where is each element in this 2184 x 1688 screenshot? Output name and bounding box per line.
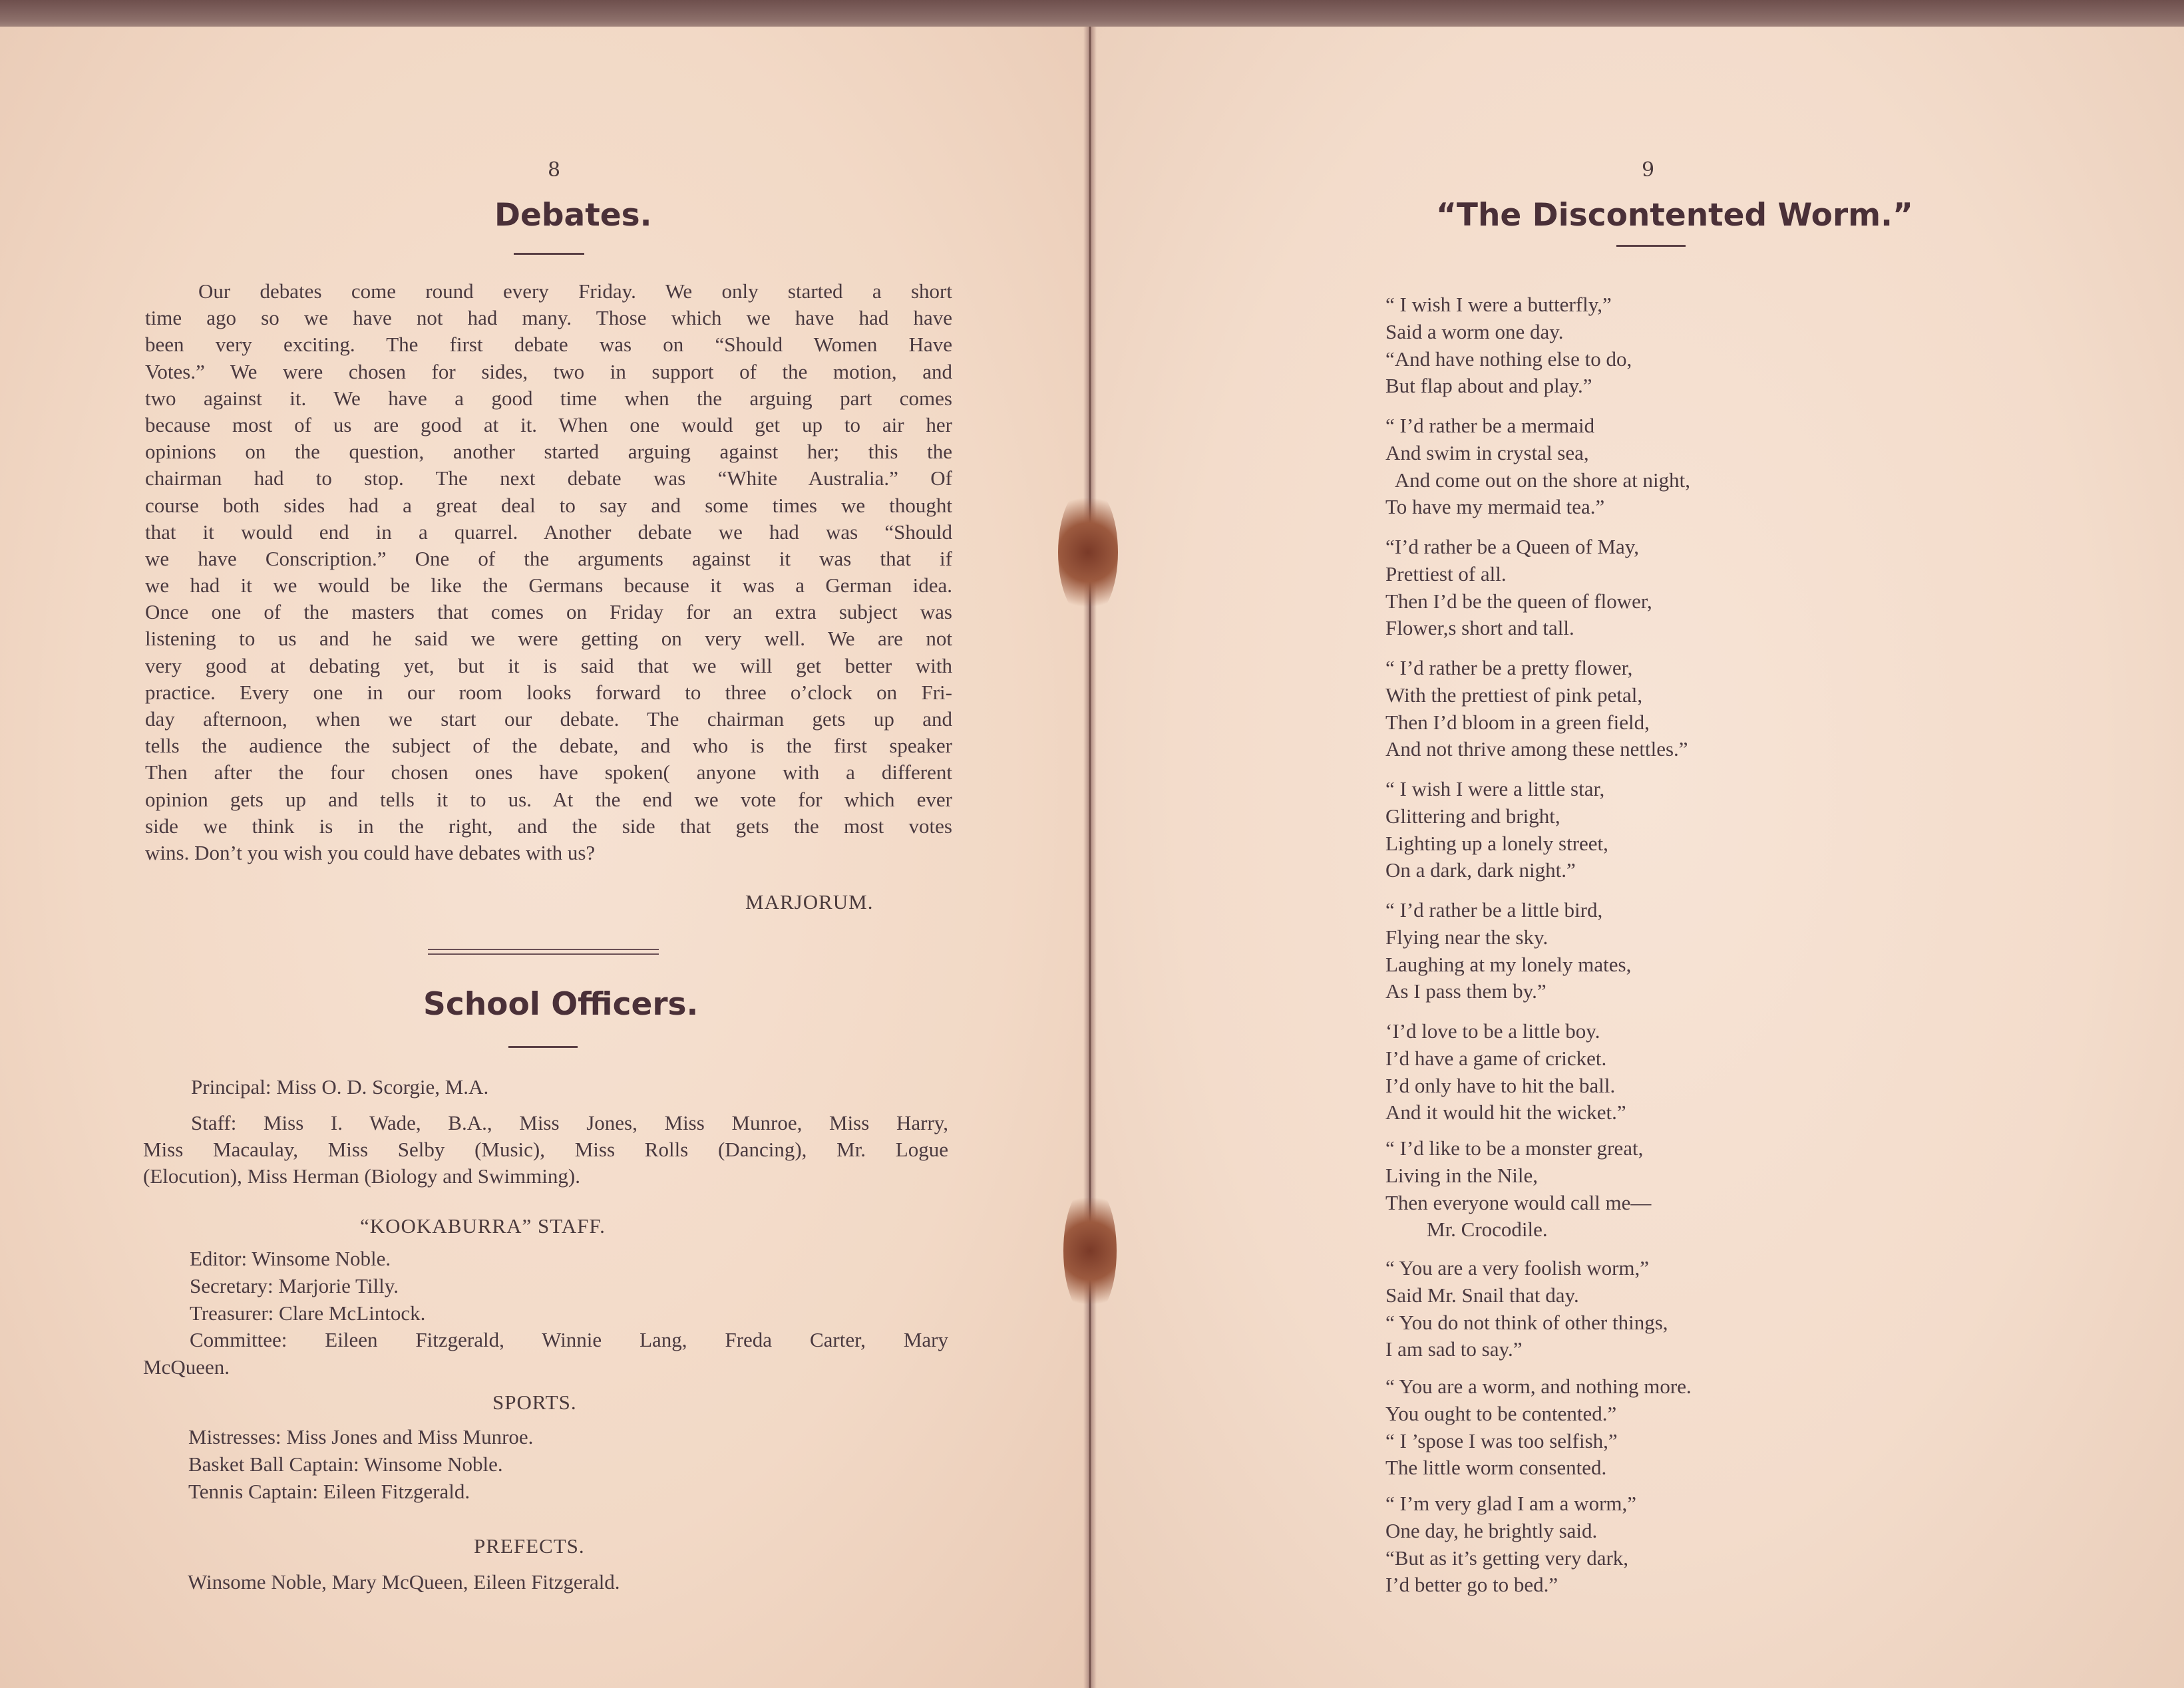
text-line: opinions on the question, another started arguing against her; this the	[145, 440, 952, 464]
left-page	[0, 27, 1095, 1688]
text-line: day afternoon, when we start our debate. The chairman gets up and	[145, 707, 952, 731]
text-line: listening to us and he said we were getting on very well. We are not	[145, 627, 952, 651]
text-line: Staff: Miss I. Wade, B.A., Miss Jones, Miss Munroe, Miss Harry,	[191, 1111, 948, 1134]
poem-line: To have my mermaid tea.”	[1385, 495, 1605, 519]
poem-line: Said a worm one day.	[1385, 319, 1564, 343]
school-officers-title: School Officers.	[423, 986, 699, 1023]
poem-stanza	[1385, 534, 1652, 642]
list-line: Secretary: Marjorie Tilly.	[190, 1273, 399, 1297]
poem-stanza	[1385, 413, 1690, 521]
poem-line: The little worm consented.	[1385, 1456, 1607, 1480]
list-line: Mistresses: Miss Jones and Miss Munroe.	[188, 1425, 534, 1448]
poem-line: I’d have a game of cricket.	[1385, 1046, 1607, 1070]
text-line: wins. Don’t you wish you could have debates with us?	[145, 840, 596, 864]
text-line: Our debates come round every Friday. We only started a short	[198, 279, 952, 303]
title-rule	[514, 253, 584, 255]
list-line: Treasurer: Clare McLintock.	[190, 1301, 426, 1325]
text-line: opinion gets up and tells it to us. At the end we vote for which ever	[145, 787, 952, 811]
poem-stanza	[1385, 897, 1631, 1005]
poem-line: ‘I’d love to be a little boy.	[1385, 1019, 1600, 1043]
sports-list	[188, 1424, 533, 1505]
poem-line: Prettiest of all.	[1385, 562, 1507, 586]
right-page	[1095, 27, 2184, 1688]
section-divider	[428, 949, 659, 955]
poem-line: Mr. Crocodile.	[1385, 1218, 1548, 1242]
text-line: side we think is in the right, and the side that gets the most votes	[145, 814, 952, 838]
text-line: tells the audience the subject of the debate, and who is the first speaker	[145, 734, 952, 758]
text-line: been very exciting. The first debate was on “Should Women Have	[145, 333, 952, 357]
poem-line: “But as it’s getting very dark,	[1385, 1546, 1629, 1570]
text-line: practice. Every one in our room looks forward to three o’clock on Fri-	[145, 680, 952, 704]
text-line: chairman had to stop. The next debate was “White Australia.” Of	[145, 466, 952, 490]
text-line: time ago so we have not had many. Those which we have had have	[145, 306, 952, 330]
poem-line: “ I ’spose I was too selfish,”	[1385, 1429, 1618, 1452]
kookaburra-staff-list	[143, 1246, 948, 1381]
poem-line: I am sad to say.”	[1385, 1337, 1523, 1361]
poem-line: And not thrive among these nettles.”	[1385, 737, 1688, 761]
kookaburra-staff-heading: “KOOKABURRA” STAFF.	[360, 1214, 606, 1238]
text-line: (Elocution), Miss Herman (Biology and Swimming).	[143, 1164, 580, 1188]
poem-line: “I’d rather be a Queen of May,	[1385, 535, 1639, 558]
poem-line: Flying near the sky.	[1385, 925, 1548, 949]
poem-line: Living in the Nile,	[1385, 1163, 1539, 1187]
poem-line: And swim in crystal sea,	[1385, 440, 1589, 464]
poem-title: “The Discontented Worm.”	[1436, 197, 1913, 234]
poem-line: “And have nothing else to do,	[1385, 347, 1632, 371]
poem-line: And it would hit the wicket.”	[1385, 1100, 1626, 1124]
poem-stanza	[1385, 1135, 1651, 1244]
poem-stanza	[1385, 291, 1632, 400]
poem-line: You ought to be contented.”	[1385, 1401, 1617, 1425]
poem-line: “ I’m very glad I am a worm,”	[1385, 1492, 1637, 1515]
poem-line: I’d only have to hit the ball.	[1385, 1073, 1616, 1097]
binding-stain	[1063, 1184, 1117, 1317]
poem-line: Lighting up a lonely street,	[1385, 831, 1608, 855]
text-line: very good at debating yet, but it is said that we will get better with	[145, 653, 952, 677]
poem-line: “ I wish I were a little star,	[1385, 777, 1605, 800]
staff-list	[143, 1110, 948, 1190]
poem-stanza	[1385, 1018, 1626, 1126]
poem-line: Laughing at my lonely mates,	[1385, 952, 1632, 976]
book-spine	[1083, 27, 1097, 1688]
text-line: that it would end in a quarrel. Another debate we had was “Should	[145, 520, 952, 544]
poem-stanza	[1385, 1373, 1692, 1482]
text-line: Votes.” We were chosen for sides, two in support of the motion, and	[145, 359, 952, 383]
principal-line: Principal: Miss O. D. Scorgie, M.A.	[191, 1075, 489, 1098]
text-line: we had it we would be like the Germans because it was a German idea.	[145, 574, 952, 597]
poem-line: “ I’d rather be a little bird,	[1385, 898, 1603, 922]
sports-heading: SPORTS.	[492, 1391, 577, 1414]
poem-line: As I pass them by.”	[1385, 979, 1547, 1003]
poem-stanza	[1385, 776, 1608, 884]
prefects-heading: PREFECTS.	[474, 1534, 585, 1558]
poem-line: I’d better go to bed.”	[1385, 1573, 1558, 1597]
poem-line: Then everyone would call me—	[1385, 1190, 1652, 1214]
list-line: Basket Ball Captain: Winsome Noble.	[188, 1452, 503, 1476]
text-line: we have Conscription.” One of the arguments against it was that if	[145, 546, 952, 570]
poem-line: But flap about and play.”	[1385, 374, 1592, 398]
poem-line: One day, he brightly said.	[1385, 1518, 1598, 1542]
page-number: 8	[548, 158, 561, 182]
title-rule	[508, 1046, 578, 1048]
poem-line: “ You do not think of other things,	[1385, 1310, 1668, 1334]
text-line: Then after the four chosen ones have spoken( anyone with a different	[145, 760, 952, 784]
debates-title: Debates.	[494, 197, 652, 234]
poem-line: Flower,s short and tall.	[1385, 616, 1574, 640]
poem-line: Said Mr. Snail that day.	[1385, 1283, 1579, 1307]
poem-line: “ You are a very foolish worm,”	[1385, 1256, 1650, 1279]
page-number: 9	[1642, 158, 1655, 182]
text-line: two against it. We have a good time when the arguing part comes	[145, 386, 952, 410]
poem-stanza	[1385, 1255, 1668, 1363]
scan-top-edge	[0, 0, 2184, 29]
debates-body	[145, 278, 952, 866]
title-rule	[1616, 245, 1686, 247]
poem-line: “ I’d like to be a monster great,	[1385, 1136, 1644, 1160]
poem-line: And come out on the shore at night,	[1385, 468, 1691, 492]
poem-stanza	[1385, 655, 1688, 763]
author-signature: MARJORUM.	[745, 890, 874, 914]
text-line: Miss Macaulay, Miss Selby (Music), Miss Rolls (Dancing), Mr. Logue	[143, 1138, 948, 1162]
poem-line: With the prettiest of pink petal,	[1385, 683, 1643, 707]
list-line: McQueen.	[143, 1355, 230, 1379]
poem-line: “ I’d rather be a pretty flower,	[1385, 656, 1633, 679]
prefects-line: Winsome Noble, Mary McQueen, Eileen Fitzgerald.	[188, 1570, 620, 1594]
poem-line: “ I’d rather be a mermaid	[1385, 414, 1595, 437]
text-line: Once one of the masters that comes on Friday for an extra subject was	[145, 600, 952, 624]
poem-line: “ I wish I were a butterfly,”	[1385, 293, 1612, 316]
poem-line: Glittering and bright,	[1385, 804, 1560, 828]
poem-line: On a dark, dark night.”	[1385, 858, 1576, 882]
binding-stain	[1058, 486, 1118, 619]
list-line: Tennis Captain: Eileen Fitzgerald.	[188, 1479, 470, 1503]
poem-stanza	[1385, 1490, 1636, 1599]
poem-line: Then I’d bloom in a green field,	[1385, 710, 1650, 734]
text-line: course both sides had a great deal to say and some times we thought	[145, 493, 952, 517]
text-line: because most of us are good at it. When one would get up to air her	[145, 413, 952, 436]
list-line: Editor: Winsome Noble.	[190, 1247, 391, 1270]
list-line: Committee: Eileen Fitzgerald, Winnie Lang, Freda Carter, Mary	[190, 1328, 948, 1352]
poem-line: “ You are a worm, and nothing more.	[1385, 1375, 1692, 1398]
poem-line: Then I’d be the queen of flower,	[1385, 589, 1652, 613]
